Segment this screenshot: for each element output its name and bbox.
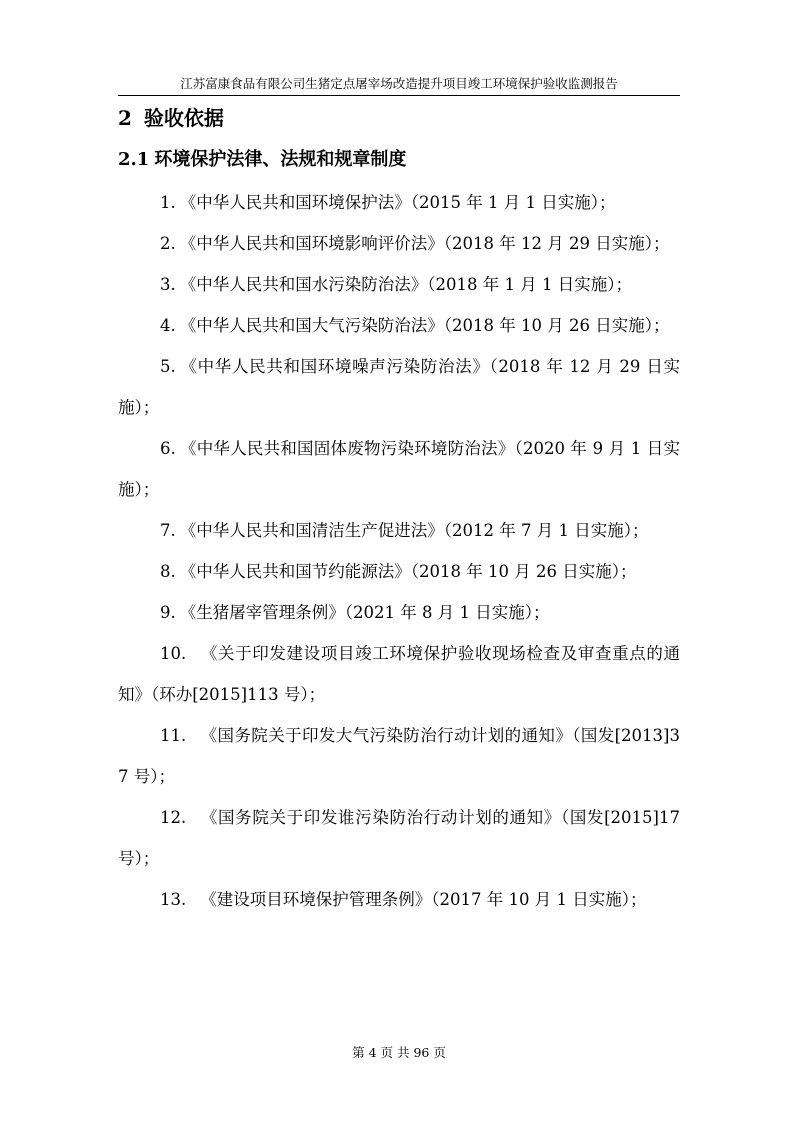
list-item [118, 305, 680, 346]
section-heading [118, 104, 224, 132]
list-item [118, 715, 680, 797]
item-text: 《国务院关于印发大气污染防治行动计划的通知》（国发[2013]37 号）； [118, 726, 680, 786]
list-item [118, 879, 680, 920]
item-text: 《关于印发建设项目竣工环境保护验收现场检查及审查重点的通知》（环办[2015]113 号）； [118, 644, 680, 704]
regulation-list [118, 182, 680, 920]
list-item [118, 223, 680, 264]
header-divider [118, 95, 680, 96]
item-number: 5. [160, 357, 176, 376]
item-text: 《中华人民共和国节约能源法》（2018 年 10 月 26 日实施）； [179, 562, 637, 581]
item-text: 《中华人民共和国环境影响评价法》（2018 年 12 月 29 日实施）； [179, 234, 670, 253]
item-number: 8. [160, 562, 176, 581]
item-number: 4. [160, 316, 176, 335]
item-text: 《中华人民共和国清洁生产促进法》（2012 年 7 月 1 日实施）； [179, 521, 649, 540]
list-item [118, 182, 680, 223]
item-number: 7. [160, 521, 176, 540]
subsection-title: 环境保护法律、法规和规章制度 [154, 149, 407, 170]
item-text: 《中华人民共和国固体废物污染环境防治法》（2020 年 9 月 1 日实施）； [118, 439, 680, 499]
item-number: 13. [160, 890, 187, 909]
item-number: 2. [160, 234, 176, 253]
list-item [118, 592, 680, 633]
subsection-heading [118, 147, 406, 173]
item-text: 《建设项目环境保护管理条例》（2017 年 10 月 1 日实施）； [200, 890, 647, 909]
section-title: 验收依据 [143, 106, 224, 130]
item-text: 《中华人民共和国大气污染防治法》（2018 年 10 月 26 日实施）； [179, 316, 670, 335]
list-item [118, 797, 680, 879]
list-item [118, 551, 680, 592]
list-item [118, 264, 680, 305]
page-footer: 第 4 页 共 96 页 [352, 1045, 446, 1060]
item-number: 11. [160, 726, 187, 745]
item-number: 1. [160, 193, 176, 212]
item-number: 9. [160, 603, 176, 622]
item-number: 3. [160, 275, 176, 294]
list-item [118, 428, 680, 510]
subsection-number: 2.1 [118, 149, 150, 170]
item-number: 12. [160, 808, 187, 827]
page-header: 江苏富康食品有限公司生猪定点屠宰场改造提升项目竣工环境保护验收监测报告 [180, 76, 618, 91]
section-number: 2 [118, 106, 132, 130]
item-number: 6. [160, 439, 176, 458]
item-text: 《国务院关于印发谁污染防治行动计划的通知》（国发[2015]17 号）； [118, 808, 680, 868]
list-item [118, 346, 680, 428]
list-item [118, 633, 680, 715]
item-text: 《中华人民共和国水污染防治法》（2018 年 1 月 1 日实施）； [179, 275, 632, 294]
item-text: 《中华人民共和国环境噪声污染防治法》（2018 年 12 月 29 日实施）； [118, 357, 680, 417]
item-number: 10. [160, 644, 187, 663]
item-text: 《生猪屠宰管理条例》（2021 年 8 月 1 日实施）； [179, 603, 550, 622]
list-item [118, 510, 680, 551]
item-text: 《中华人民共和国环境保护法》（2015 年 1 月 1 日实施）； [179, 193, 616, 212]
